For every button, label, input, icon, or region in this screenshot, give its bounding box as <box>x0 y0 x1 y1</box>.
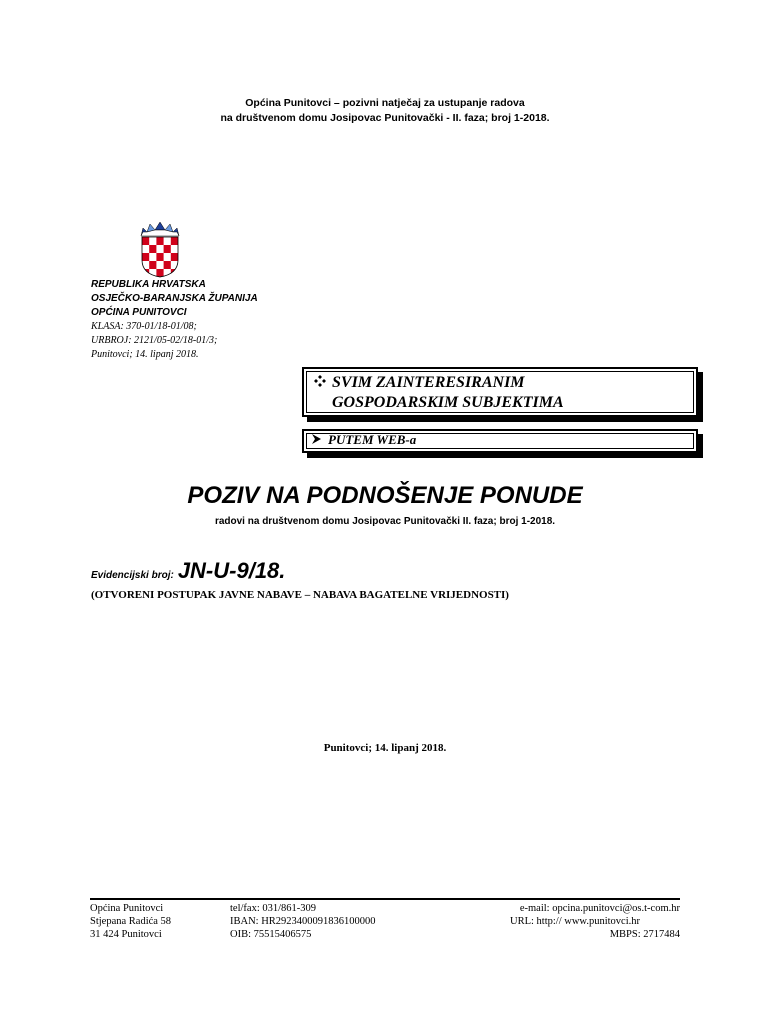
evidence-label: Evidencijski broj: <box>91 570 174 581</box>
four-diamond-bullet-icon <box>314 373 332 393</box>
arrowhead-bullet-icon <box>312 432 328 448</box>
issuer-municipality: OPĆINA PUNITOVCI <box>91 307 187 318</box>
issuer-block <box>91 278 258 362</box>
recipients-line-2: GOSPODARSKIM SUBJEKTIMA <box>332 394 564 411</box>
footer-address-line: Općina Punitovci <box>90 903 164 914</box>
footer-online <box>470 902 680 941</box>
document-subtitle: radovi na društvenom domu Josipovac Punitovački II. faza; broj 1-2018. <box>214 516 556 527</box>
footer-contact-line: tel/fax: 031/861-309 <box>230 903 317 914</box>
issuer-urbroj: URBROJ: 2121/05-02/18-01/3; <box>91 335 218 346</box>
footer-contact <box>230 902 376 941</box>
footer-mbps: MBPS: 2717484 <box>609 929 680 940</box>
footer-contact-line: OIB: 75515406575 <box>230 929 312 940</box>
delivery-method-box <box>302 429 698 453</box>
document-place-date: Punitovci; 14. lipanj 2018. <box>323 742 447 754</box>
issuer-country: REPUBLIKA HRVATSKA <box>91 279 206 290</box>
issuer-county: OSJEČKO-BARANJSKA ŽUPANIJA <box>91 293 258 304</box>
footer-url: URL: http:// www.punitovci.hr <box>510 916 640 927</box>
footer-address-line: Stjepana Radića 58 <box>90 916 172 927</box>
delivery-method-label: PUTEM WEB-a <box>328 432 417 447</box>
recipients-box <box>302 367 698 417</box>
header-line-1: Općina Punitovci – pozivni natječaj za ustupanje radova <box>245 97 525 109</box>
footer-address-line: 31 424 Punitovci <box>90 929 162 940</box>
issuer-klasa: KLASA: 370-01/18-01/08; <box>91 321 197 332</box>
croatia-coat-of-arms-icon <box>138 222 182 278</box>
evidence-number-line <box>91 558 285 584</box>
document-title: POZIV NA PODNOŠENJE PONUDE <box>187 482 583 509</box>
footer-address <box>90 902 171 941</box>
document-header <box>0 96 770 126</box>
footer-divider <box>90 898 680 900</box>
issuer-place-date: Punitovci; 14. lipanj 2018. <box>91 349 199 360</box>
footer-contact-line: IBAN: HR2923400091836100000 <box>230 916 376 927</box>
footer-email: e-mail: opcina.punitovci@os.t-com.hr <box>519 903 680 914</box>
evidence-number: JN-U-9/18. <box>177 558 286 583</box>
procedure-type: (OTVORENI POSTUPAK JAVNE NABAVE – NABAVA BAGATELNE VRIJEDNOSTI) <box>91 589 509 601</box>
recipients-line-1: SVIM ZAINTERESIRANIM <box>332 374 525 391</box>
header-line-2: na društvenom domu Josipovac Punitovački - II. faza; broj 1-2018. <box>220 112 550 124</box>
